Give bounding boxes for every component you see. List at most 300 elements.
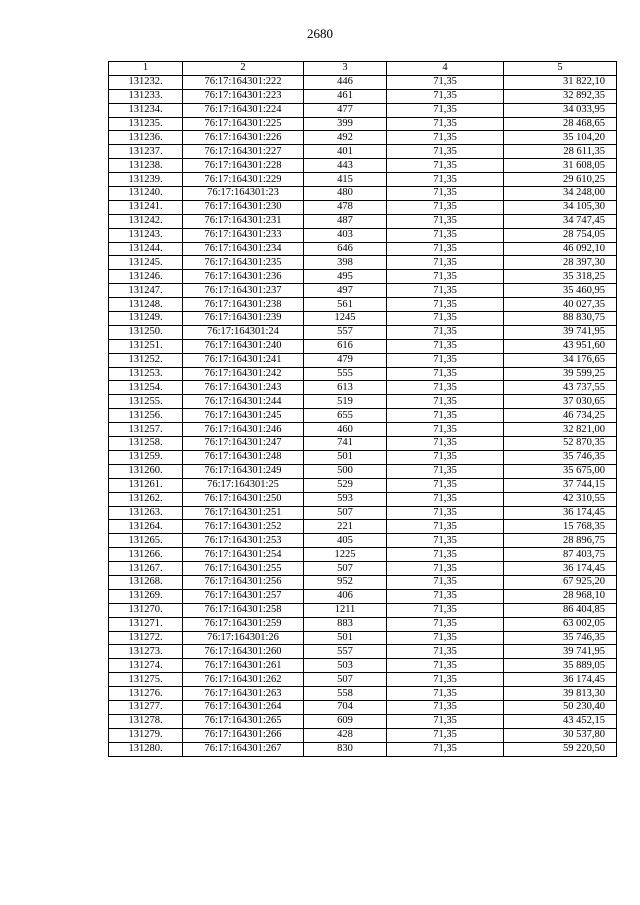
table-cell: 131239.	[109, 173, 183, 187]
table-cell: 613	[304, 381, 387, 395]
table-cell: 37 744,15	[504, 478, 617, 492]
table-cell: 131263.	[109, 506, 183, 520]
table-cell: 71,35	[387, 478, 504, 492]
table-row	[109, 89, 617, 103]
table-row	[109, 353, 617, 367]
table-cell: 131235.	[109, 117, 183, 131]
table-cell: 76:17:164301:223	[183, 89, 304, 103]
table-cell: 76:17:164301:237	[183, 284, 304, 298]
table-cell: 71,35	[387, 395, 504, 409]
table-cell: 59 220,50	[504, 742, 617, 756]
table-cell: 131259.	[109, 450, 183, 464]
table-row	[109, 339, 617, 353]
table-row	[109, 409, 617, 423]
table-row	[109, 728, 617, 742]
table-cell: 35 746,35	[504, 450, 617, 464]
table-cell: 76:17:164301:248	[183, 450, 304, 464]
table-cell: 29 610,25	[504, 173, 617, 187]
table-row	[109, 700, 617, 714]
table-row	[109, 367, 617, 381]
table-cell: 76:17:164301:234	[183, 242, 304, 256]
table-cell: 131262.	[109, 492, 183, 506]
table-cell: 76:17:164301:25	[183, 478, 304, 492]
table-cell: 76:17:164301:257	[183, 589, 304, 603]
table-cell: 71,35	[387, 617, 504, 631]
table-cell: 76:17:164301:253	[183, 534, 304, 548]
table-row	[109, 173, 617, 187]
table-cell: 71,35	[387, 242, 504, 256]
table-cell: 76:17:164301:23	[183, 187, 304, 201]
table-cell: 478	[304, 200, 387, 214]
table-cell: 131238.	[109, 159, 183, 173]
table-cell: 76:17:164301:238	[183, 298, 304, 312]
table-row	[109, 298, 617, 312]
table-row	[109, 520, 617, 534]
table-cell: 131250.	[109, 325, 183, 339]
table-cell: 76:17:164301:261	[183, 659, 304, 673]
table-cell: 28 968,10	[504, 589, 617, 603]
table-cell: 131247.	[109, 284, 183, 298]
table-cell: 76:17:164301:259	[183, 617, 304, 631]
table-cell: 71,35	[387, 270, 504, 284]
table-cell: 71,35	[387, 339, 504, 353]
table-cell: 34 033,95	[504, 103, 617, 117]
table-row	[109, 464, 617, 478]
table-cell: 76:17:164301:236	[183, 270, 304, 284]
table-cell: 131267.	[109, 562, 183, 576]
table-cell: 131255.	[109, 395, 183, 409]
table-cell: 403	[304, 228, 387, 242]
table-cell: 76:17:164301:254	[183, 548, 304, 562]
table-row	[109, 645, 617, 659]
table-cell: 76:17:164301:231	[183, 214, 304, 228]
table-cell: 461	[304, 89, 387, 103]
table-cell: 398	[304, 256, 387, 270]
table-row	[109, 562, 617, 576]
table-row	[109, 506, 617, 520]
table-row	[109, 548, 617, 562]
table-cell: 71,35	[387, 187, 504, 201]
column-header: 1	[109, 62, 183, 76]
table-row	[109, 714, 617, 728]
table-row	[109, 659, 617, 673]
table-cell: 71,35	[387, 423, 504, 437]
table-cell: 76:17:164301:226	[183, 131, 304, 145]
table-cell: 480	[304, 187, 387, 201]
table-cell: 35 460,95	[504, 284, 617, 298]
table-cell: 46 734,25	[504, 409, 617, 423]
table-cell: 593	[304, 492, 387, 506]
table-cell: 63 002,05	[504, 617, 617, 631]
table-cell: 952	[304, 575, 387, 589]
table-cell: 71,35	[387, 548, 504, 562]
table-cell: 76:17:164301:250	[183, 492, 304, 506]
table-cell: 31 822,10	[504, 75, 617, 89]
table-cell: 131276.	[109, 687, 183, 701]
table-cell: 1211	[304, 603, 387, 617]
table-row	[109, 103, 617, 117]
table-cell: 71,35	[387, 534, 504, 548]
table-cell: 34 248,00	[504, 187, 617, 201]
table-cell: 71,35	[387, 659, 504, 673]
table-cell: 76:17:164301:255	[183, 562, 304, 576]
table-cell: 741	[304, 437, 387, 451]
table-row	[109, 617, 617, 631]
table-cell: 39 741,95	[504, 325, 617, 339]
table-row	[109, 214, 617, 228]
table-cell: 76:17:164301:251	[183, 506, 304, 520]
table-cell: 30 537,80	[504, 728, 617, 742]
table-cell: 76:17:164301:258	[183, 603, 304, 617]
table-row	[109, 228, 617, 242]
table-cell: 71,35	[387, 575, 504, 589]
table-row	[109, 312, 617, 326]
table-cell: 71,35	[387, 298, 504, 312]
table-cell: 71,35	[387, 589, 504, 603]
table-cell: 131236.	[109, 131, 183, 145]
table-cell: 131278.	[109, 714, 183, 728]
table-cell: 15 768,35	[504, 520, 617, 534]
table-cell: 487	[304, 214, 387, 228]
table-cell: 71,35	[387, 728, 504, 742]
table-cell: 503	[304, 659, 387, 673]
table-cell: 34 105,30	[504, 200, 617, 214]
table-cell: 40 027,35	[504, 298, 617, 312]
table-row	[109, 437, 617, 451]
table-cell: 71,35	[387, 562, 504, 576]
table-cell: 71,35	[387, 145, 504, 159]
table-cell: 76:17:164301:260	[183, 645, 304, 659]
table-cell: 76:17:164301:26	[183, 631, 304, 645]
table-cell: 76:17:164301:240	[183, 339, 304, 353]
table-row	[109, 395, 617, 409]
table-cell: 131258.	[109, 437, 183, 451]
table-cell: 76:17:164301:233	[183, 228, 304, 242]
table-cell: 86 404,85	[504, 603, 617, 617]
table-cell: 131254.	[109, 381, 183, 395]
table-cell: 39 813,30	[504, 687, 617, 701]
table-row	[109, 478, 617, 492]
table-row	[109, 381, 617, 395]
table-cell: 500	[304, 464, 387, 478]
table-cell: 131256.	[109, 409, 183, 423]
table-cell: 76:17:164301:229	[183, 173, 304, 187]
table-cell: 71,35	[387, 673, 504, 687]
table-cell: 71,35	[387, 200, 504, 214]
table-cell: 35 104,20	[504, 131, 617, 145]
table-cell: 76:17:164301:265	[183, 714, 304, 728]
table-cell: 131272.	[109, 631, 183, 645]
table-cell: 71,35	[387, 131, 504, 145]
table-row	[109, 256, 617, 270]
table-cell: 34 747,45	[504, 214, 617, 228]
table-cell: 35 675,00	[504, 464, 617, 478]
table-cell: 131273.	[109, 645, 183, 659]
table-cell: 131268.	[109, 575, 183, 589]
table-cell: 71,35	[387, 312, 504, 326]
table-cell: 71,35	[387, 687, 504, 701]
table-cell: 32 892,35	[504, 89, 617, 103]
table-cell: 67 925,20	[504, 575, 617, 589]
table-cell: 31 608,05	[504, 159, 617, 173]
table-cell: 28 754,05	[504, 228, 617, 242]
table-cell: 561	[304, 298, 387, 312]
table-cell: 71,35	[387, 75, 504, 89]
table-row	[109, 492, 617, 506]
table-cell: 88 830,75	[504, 312, 617, 326]
table-row	[109, 603, 617, 617]
table-row	[109, 145, 617, 159]
table-cell: 71,35	[387, 409, 504, 423]
table-cell: 76:17:164301:266	[183, 728, 304, 742]
table-row	[109, 284, 617, 298]
table-cell: 71,35	[387, 492, 504, 506]
table-cell: 76:17:164301:247	[183, 437, 304, 451]
table-cell: 36 174,45	[504, 506, 617, 520]
table-cell: 28 611,35	[504, 145, 617, 159]
table-cell: 507	[304, 673, 387, 687]
table-cell: 76:17:164301:225	[183, 117, 304, 131]
table-cell: 131277.	[109, 700, 183, 714]
table-cell: 34 176,65	[504, 353, 617, 367]
table-cell: 71,35	[387, 506, 504, 520]
table-cell: 76:17:164301:252	[183, 520, 304, 534]
table-cell: 76:17:164301:224	[183, 103, 304, 117]
table-row	[109, 534, 617, 548]
table-cell: 76:17:164301:264	[183, 700, 304, 714]
table-cell: 71,35	[387, 173, 504, 187]
data-table	[108, 61, 617, 757]
table-cell: 71,35	[387, 103, 504, 117]
table-cell: 443	[304, 159, 387, 173]
table-cell: 131257.	[109, 423, 183, 437]
table-row	[109, 75, 617, 89]
table-cell: 71,35	[387, 700, 504, 714]
page-number: 2680	[307, 26, 333, 41]
table-cell: 76:17:164301:246	[183, 423, 304, 437]
table-row	[109, 575, 617, 589]
table-cell: 76:17:164301:228	[183, 159, 304, 173]
table-cell: 87 403,75	[504, 548, 617, 562]
table-cell: 71,35	[387, 89, 504, 103]
table-cell: 76:17:164301:244	[183, 395, 304, 409]
table-cell: 71,35	[387, 159, 504, 173]
table-row	[109, 742, 617, 756]
table-cell: 428	[304, 728, 387, 742]
table-cell: 71,35	[387, 645, 504, 659]
table-cell: 71,35	[387, 284, 504, 298]
table-cell: 71,35	[387, 603, 504, 617]
table-cell: 71,35	[387, 464, 504, 478]
table-row	[109, 270, 617, 284]
table-cell: 76:17:164301:243	[183, 381, 304, 395]
table-cell: 76:17:164301:235	[183, 256, 304, 270]
table-cell: 76:17:164301:267	[183, 742, 304, 756]
column-header: 4	[387, 62, 504, 76]
column-header: 2	[183, 62, 304, 76]
table-cell: 406	[304, 589, 387, 603]
table-cell: 131279.	[109, 728, 183, 742]
table-body	[109, 75, 617, 756]
table-cell: 883	[304, 617, 387, 631]
table-cell: 131251.	[109, 339, 183, 353]
table-cell: 76:17:164301:227	[183, 145, 304, 159]
table-cell: 131280.	[109, 742, 183, 756]
table-cell: 1225	[304, 548, 387, 562]
column-header: 3	[304, 62, 387, 76]
table-cell: 35 889,05	[504, 659, 617, 673]
table-cell: 495	[304, 270, 387, 284]
table-cell: 76:17:164301:230	[183, 200, 304, 214]
table-cell: 71,35	[387, 367, 504, 381]
table-cell: 507	[304, 562, 387, 576]
table-cell: 71,35	[387, 437, 504, 451]
table-cell: 131271.	[109, 617, 183, 631]
table-header-row	[109, 62, 617, 76]
table-cell: 35 746,35	[504, 631, 617, 645]
table-cell: 131248.	[109, 298, 183, 312]
table-cell: 131252.	[109, 353, 183, 367]
table-cell: 42 310,55	[504, 492, 617, 506]
table-row	[109, 589, 617, 603]
table-cell: 50 230,40	[504, 700, 617, 714]
table-cell: 71,35	[387, 520, 504, 534]
table-cell: 76:17:164301:245	[183, 409, 304, 423]
table-row	[109, 687, 617, 701]
table-cell: 131234.	[109, 103, 183, 117]
table-row	[109, 673, 617, 687]
table-cell: 39 599,25	[504, 367, 617, 381]
table-cell: 501	[304, 631, 387, 645]
table-row	[109, 117, 617, 131]
table-cell: 43 737,55	[504, 381, 617, 395]
table-cell: 557	[304, 325, 387, 339]
table-cell: 131241.	[109, 200, 183, 214]
table-cell: 415	[304, 173, 387, 187]
table-row	[109, 242, 617, 256]
table-cell: 71,35	[387, 214, 504, 228]
column-header: 5	[504, 62, 617, 76]
table-row	[109, 159, 617, 173]
table-cell: 36 174,45	[504, 562, 617, 576]
table-cell: 71,35	[387, 256, 504, 270]
table-cell: 28 397,30	[504, 256, 617, 270]
table-cell: 43 452,15	[504, 714, 617, 728]
table-cell: 555	[304, 367, 387, 381]
table-cell: 131237.	[109, 145, 183, 159]
table-cell: 76:17:164301:262	[183, 673, 304, 687]
table-row	[109, 631, 617, 645]
table-cell: 131249.	[109, 312, 183, 326]
table-cell: 492	[304, 131, 387, 145]
table-cell: 1245	[304, 312, 387, 326]
table-cell: 71,35	[387, 450, 504, 464]
table-cell: 76:17:164301:241	[183, 353, 304, 367]
table-cell: 131240.	[109, 187, 183, 201]
table-cell: 401	[304, 145, 387, 159]
table-row	[109, 187, 617, 201]
table-cell: 501	[304, 450, 387, 464]
table-cell: 479	[304, 353, 387, 367]
table-cell: 71,35	[387, 631, 504, 645]
table-cell: 28 896,75	[504, 534, 617, 548]
table-cell: 28 468,65	[504, 117, 617, 131]
table-cell: 131261.	[109, 478, 183, 492]
table-cell: 131253.	[109, 367, 183, 381]
table-cell: 39 741,95	[504, 645, 617, 659]
table-cell: 131260.	[109, 464, 183, 478]
table-cell: 131246.	[109, 270, 183, 284]
table-cell: 131274.	[109, 659, 183, 673]
table-cell: 131233.	[109, 89, 183, 103]
table-cell: 477	[304, 103, 387, 117]
table-cell: 646	[304, 242, 387, 256]
table-cell: 655	[304, 409, 387, 423]
table-cell: 37 030,65	[504, 395, 617, 409]
table-cell: 557	[304, 645, 387, 659]
table-cell: 131243.	[109, 228, 183, 242]
table-cell: 131266.	[109, 548, 183, 562]
table-row	[109, 423, 617, 437]
table-cell: 131232.	[109, 75, 183, 89]
table-cell: 405	[304, 534, 387, 548]
table-cell: 71,35	[387, 742, 504, 756]
table-cell: 71,35	[387, 353, 504, 367]
table-cell: 558	[304, 687, 387, 701]
table-row	[109, 325, 617, 339]
table-cell: 71,35	[387, 325, 504, 339]
table-cell: 221	[304, 520, 387, 534]
table-cell: 507	[304, 506, 387, 520]
table-cell: 704	[304, 700, 387, 714]
table-cell: 399	[304, 117, 387, 131]
table-cell: 616	[304, 339, 387, 353]
table-cell: 46 092,10	[504, 242, 617, 256]
table-cell: 131265.	[109, 534, 183, 548]
table-cell: 36 174,45	[504, 673, 617, 687]
table-row	[109, 200, 617, 214]
table-cell: 497	[304, 284, 387, 298]
table-cell: 71,35	[387, 117, 504, 131]
table-cell: 131269.	[109, 589, 183, 603]
table-cell: 460	[304, 423, 387, 437]
table-cell: 71,35	[387, 228, 504, 242]
table-cell: 830	[304, 742, 387, 756]
table-cell: 71,35	[387, 381, 504, 395]
table-cell: 131245.	[109, 256, 183, 270]
table-cell: 76:17:164301:256	[183, 575, 304, 589]
table-cell: 76:17:164301:24	[183, 325, 304, 339]
table-cell: 76:17:164301:222	[183, 75, 304, 89]
table-cell: 131270.	[109, 603, 183, 617]
table-cell: 76:17:164301:242	[183, 367, 304, 381]
table-cell: 76:17:164301:249	[183, 464, 304, 478]
table-cell: 71,35	[387, 714, 504, 728]
table-cell: 131244.	[109, 242, 183, 256]
table-cell: 76:17:164301:263	[183, 687, 304, 701]
table-cell: 609	[304, 714, 387, 728]
table-cell: 131275.	[109, 673, 183, 687]
table-row	[109, 450, 617, 464]
table-cell: 32 821,00	[504, 423, 617, 437]
table-cell: 52 870,35	[504, 437, 617, 451]
table-cell: 529	[304, 478, 387, 492]
table-row	[109, 131, 617, 145]
table-cell: 43 951,60	[504, 339, 617, 353]
table-cell: 76:17:164301:239	[183, 312, 304, 326]
table-cell: 131264.	[109, 520, 183, 534]
table-cell: 131242.	[109, 214, 183, 228]
